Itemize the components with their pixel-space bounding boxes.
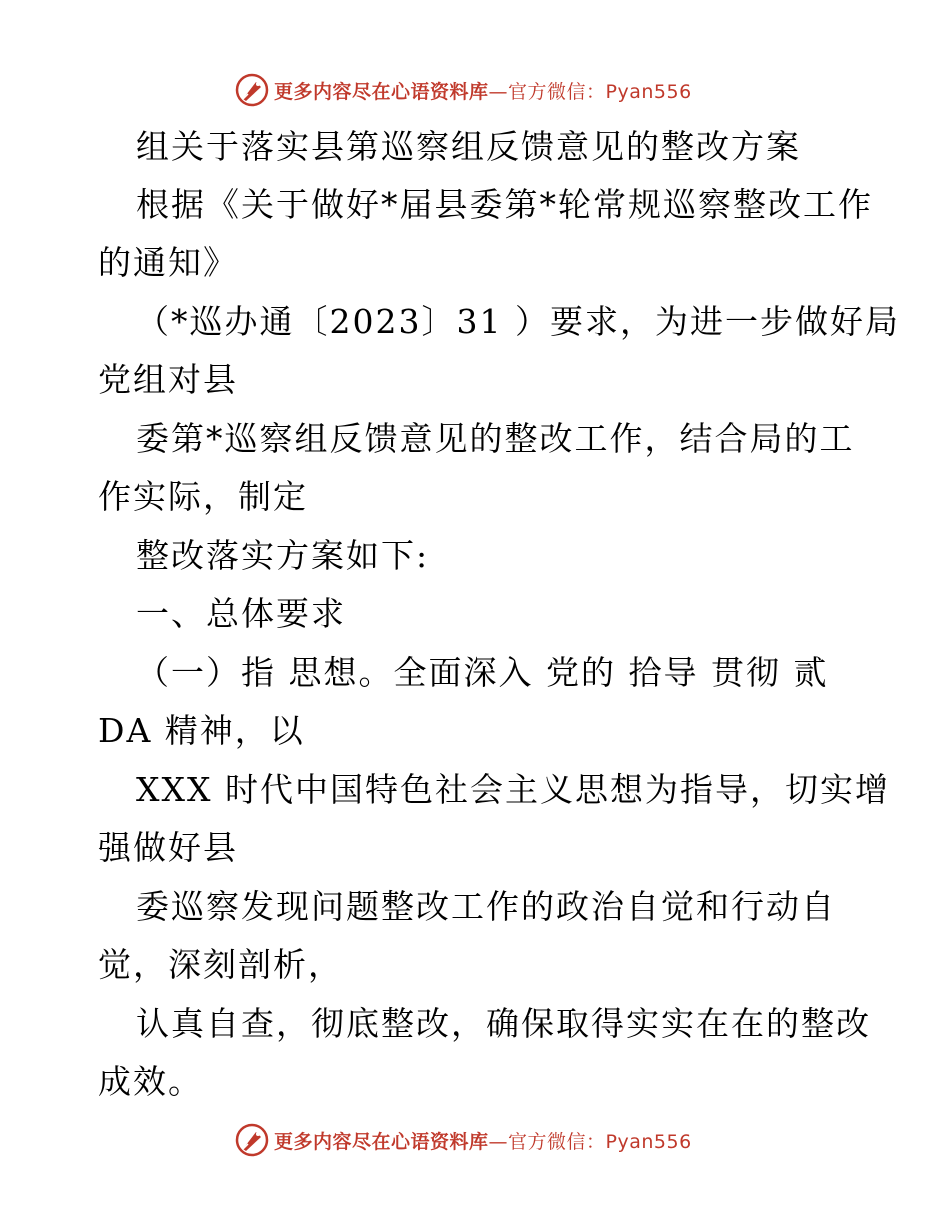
watermark-text <box>274 77 692 104</box>
watermark-contact-label: 官方微信： <box>508 80 606 103</box>
pen-nib-logo-icon <box>234 1122 270 1158</box>
paragraph-line: 觉，深刻剖析， <box>98 945 343 984</box>
paragraph-line: （*巡办通〔2023〕31 ）要求，为进一步做好局 <box>136 302 900 341</box>
paragraph-line: 党组对县 <box>98 360 238 399</box>
paragraph-line: 根据《关于做好*届县委第*轮常规巡察整改工作 <box>136 185 873 224</box>
document-title: 组关于落实县第巡察组反馈意见的整改方案 <box>136 127 801 166</box>
paragraph-line: 整改落实方案如下: <box>136 536 430 575</box>
watermark-site-text: 更多内容尽在心语资料库 <box>274 1130 489 1153</box>
subsection-heading: （一）指 思想。全面深入 党的 拾导 贯彻 贰 <box>136 653 829 692</box>
watermark-account: Pyan556 <box>605 80 692 103</box>
paragraph-line: 委第*巡察组反馈意见的整改工作，结合局的工 <box>136 419 855 458</box>
paragraph-line: 的通知》 <box>98 243 238 282</box>
section-heading: 一、总体要求 <box>136 594 346 633</box>
watermark-site-text: 更多内容尽在心语资料库 <box>274 80 489 103</box>
paragraph-line: 认真自查，彻底整改，确保取得实实在在的整改 <box>136 1004 871 1043</box>
watermark-dash: — <box>488 80 509 103</box>
paragraph-line: DA 精神，以 <box>98 711 305 750</box>
watermark-contact-label: 官方微信： <box>508 1130 606 1153</box>
paragraph-line: 强做好县 <box>98 828 238 867</box>
paragraph-line: 成效。 <box>98 1062 203 1101</box>
watermark-account: Pyan556 <box>605 1130 692 1153</box>
paragraph-line: 委巡察发现问题整改工作的政治自觉和行动自 <box>136 887 836 926</box>
watermark-dash: — <box>488 1130 509 1153</box>
pen-nib-logo-icon <box>234 72 270 108</box>
footer-watermark <box>234 1122 692 1158</box>
header-watermark <box>234 72 692 108</box>
watermark-text <box>274 1127 692 1154</box>
paragraph-line: XXX 时代中国特色社会主义思想为指导，切实增 <box>136 770 890 809</box>
paragraph-line: 作实际，制定 <box>98 477 308 516</box>
